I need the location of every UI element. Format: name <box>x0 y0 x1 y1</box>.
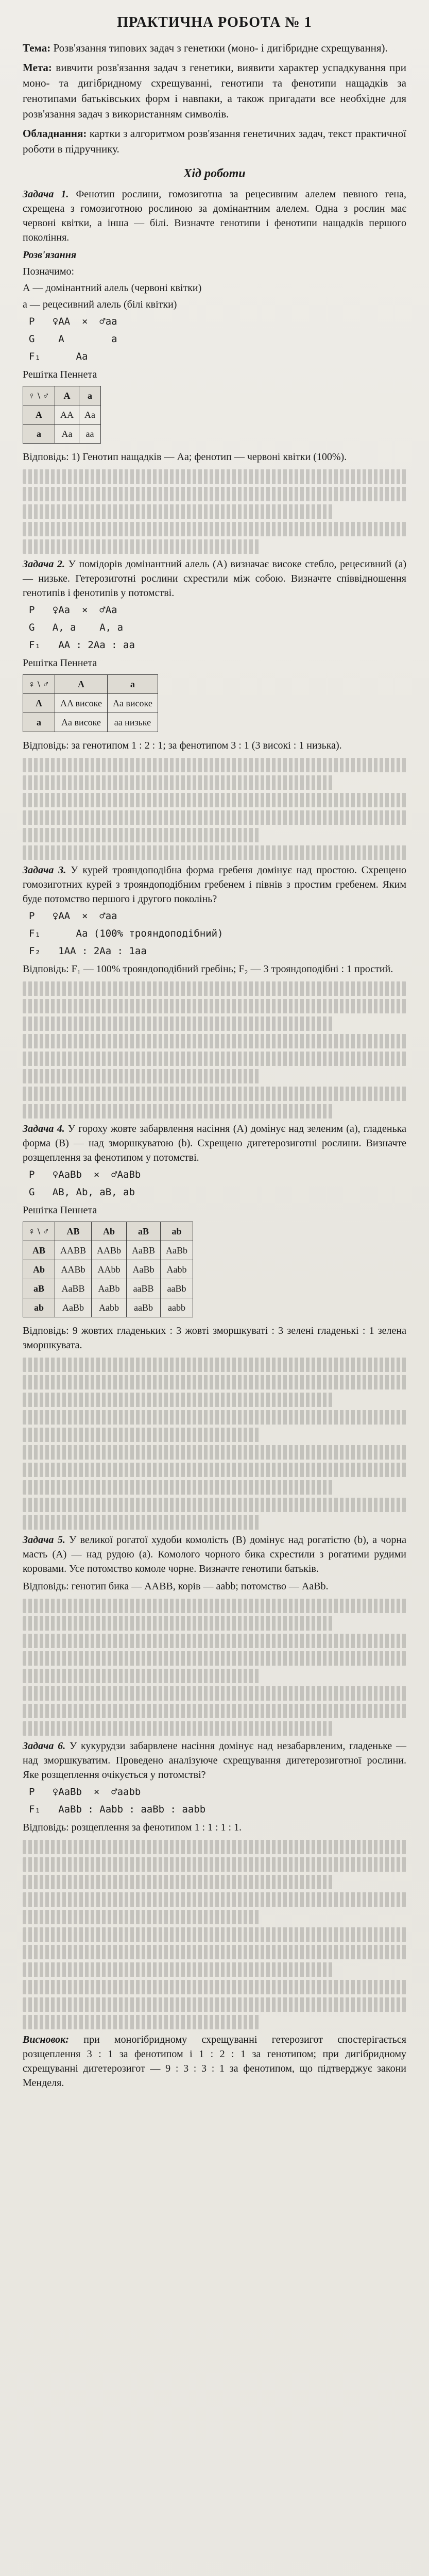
punnett-1-cell: aa <box>79 425 101 444</box>
punnett-1-col-a-recessive: a <box>79 386 101 405</box>
table-row <box>23 405 101 425</box>
text-line <box>23 810 406 825</box>
task-3-f1: F₁ Aa (100% трояндоподібний) <box>29 928 224 939</box>
punnett-3-row-head: Ab <box>23 1260 55 1279</box>
text-block-placeholder <box>23 469 406 554</box>
task-1-head: Задача 1. <box>23 189 69 200</box>
text-line <box>23 1445 406 1460</box>
task-6-text: У кукурудзи забарвлене насіння домінує над незабарвленим, гладеньке — над зморшкуватим. Проведено аналізуюче схрещування дигетерозиготної рослини. Яке розщеплення очікується у потомстві? <box>23 1740 406 1781</box>
punnett-3-cell: aaBB <box>127 1279 161 1298</box>
punnett-2-cell: aa низьке <box>107 713 158 732</box>
topic-label: Тема: <box>23 42 51 54</box>
task-2-answer: Відповідь: за генотипом 1 : 2 : 1; за фенотипом 3 : 1 (3 високі : 1 низька). <box>23 740 342 751</box>
text-line <box>23 775 333 790</box>
task-4-head: Задача 4. <box>23 1123 65 1134</box>
task-5-head: Задача 5. <box>23 1534 65 1546</box>
text-line <box>23 1669 261 1683</box>
punnett-3-cell: aaBb <box>161 1279 193 1298</box>
conclusion-text: при моногібридному схрещуванні гетерозигот спостерігається розщеплення 3 : 1 за фенотипом і 1 : 2 : 1 за генотипом; при дигібридному схрещуванні дигетерозигот — 9 : 3 : 3 : 1 за фенотипом, що підтверджує закони Менделя. <box>23 2034 407 2089</box>
goal-text: вивчити розв'язання задач з генетики, виявити характер успадкування при моно- та дигібридному схрещуванні, генотипи та фенотипи нащадків за генотипами батьківських форм і навпаки, а також пригадати все необхідне для розв'язання задач з використанням символів. <box>23 61 406 120</box>
task-2-gametes: G A, a A, a <box>29 622 124 633</box>
task-3-f2: F₂ 1AA : 2Aa : 1aa <box>29 945 147 957</box>
task-1-cross: P ♀AA × ♂aa <box>29 316 117 327</box>
task-4-gametes: G AB, Ab, aB, ab <box>29 1187 135 1198</box>
text-line <box>23 1616 333 1631</box>
task-5-answer: Відповідь: генотип бика — AABB, корів — aabb; потомство — AaBb. <box>23 1581 329 1592</box>
task-1-text: Фенотип рослини, гомозиготна за рецесивним алелем певного гена, схрещена з гомозиготною рослиною за домінантним алелем. Одна з рослин має червоні квітки, а інша — білі. Визначте генотипи і фенотипи нащадків першого покоління. <box>23 189 406 243</box>
table-row <box>23 1241 193 1260</box>
text-line <box>23 1104 333 1118</box>
punnett-3-table <box>23 1222 193 1317</box>
text-line <box>23 1651 406 1666</box>
task-1-gametes: G A a <box>29 333 117 345</box>
text-line <box>23 1927 406 1942</box>
text-line <box>23 1721 333 1736</box>
text-line <box>23 1857 406 1872</box>
punnett-1-cell: Aa <box>79 405 101 425</box>
task-1-answer: Відповідь: 1) Генотип нащадків — Aa; фенотип — червоні квітки (100%). <box>23 451 347 463</box>
punnett-2-corner: ♀ \ ♂ <box>23 675 55 694</box>
task-3-answer: Відповідь: F₁ — 100% трояндоподібний гребінь; F₂ — 3 трояндоподібні : 1 простий. <box>23 963 393 975</box>
punnett-1-header-row <box>23 386 101 405</box>
punnett-1-caption: Решітка Пеннета <box>23 369 97 380</box>
topic-text: Розв'язання типових задач з генетики (моно- і дигібридне схрещування). <box>53 42 388 54</box>
text-block-placeholder <box>23 1599 406 1736</box>
punnett-1-row-head: a <box>23 425 55 444</box>
text-line <box>23 1892 406 1907</box>
conclusion-paragraph <box>23 2032 406 2090</box>
task-4-statement <box>23 1122 406 1165</box>
task-5-text: У великої рогатої худоби комолість (В) домінує над рогатістю (b), а чорна масть (А) — над рудою (а). Комолого чорного бика схрестили з рогатими рудими коровами. Усе потомство комоле чорне. Визначте генотипи батьків. <box>23 1534 406 1574</box>
conclusion-label: Висновок: <box>23 2034 69 2045</box>
task-4-cross: P ♀AaBb × ♂AaBb <box>29 1169 141 1180</box>
task-3-statement <box>23 863 406 906</box>
punnett-3-row-head: ab <box>23 1298 55 1317</box>
punnett-2-table <box>23 674 158 732</box>
task-2-f1: F₁ AA : 2Aa : aa <box>29 639 135 651</box>
text-line <box>23 504 333 519</box>
text-line <box>23 539 261 554</box>
punnett-3-cell: AaBb <box>161 1241 193 1260</box>
punnett-3-col: Ab <box>92 1222 127 1241</box>
text-block-placeholder <box>23 758 406 860</box>
goal-label: Мета: <box>23 61 52 74</box>
text-line <box>23 1945 406 1959</box>
text-line <box>23 1480 333 1495</box>
table-row <box>23 713 158 732</box>
task-3-text: У курей трояндоподібна форма гребеня домінує над простою. Схрещено гомозиготних курей з трояндоподібним гребенем і півнів з простим гребенем. Яким буде потомство першого і другого поколінь? <box>23 865 406 905</box>
punnett-2-cell: AA високе <box>55 694 108 713</box>
punnett-3-cell: AaBb <box>127 1260 161 1279</box>
punnett-2-row-head: a <box>23 713 55 732</box>
text-line <box>23 1069 261 1083</box>
text-line <box>23 469 406 484</box>
work-heading: Хід роботи <box>183 167 246 180</box>
text-line <box>23 1875 333 1889</box>
text-line <box>23 1910 261 1924</box>
task-5 <box>23 1533 406 1594</box>
task-6-statement <box>23 1739 406 1782</box>
task-4-answer: Відповідь: 9 жовтих гладеньких : 3 жовті зморшкуваті : 3 зелені гладенькі : 1 зелена зморшкувата. <box>23 1325 406 1351</box>
task-2-head: Задача 2. <box>23 558 65 570</box>
punnett-2-caption: Решітка Пеннета <box>23 657 97 669</box>
punnett-2-cell: Aa високе <box>107 694 158 713</box>
punnett-3-cell: Aabb <box>161 1260 193 1279</box>
text-line <box>23 1686 406 1701</box>
punnett-3-cell: AABB <box>55 1241 92 1260</box>
page-title: ПРАКТИЧНА РОБОТА № 1 <box>117 14 312 30</box>
table-row <box>23 1279 193 1298</box>
punnett-1-cell: AA <box>55 405 79 425</box>
text-line <box>23 999 406 1013</box>
punnett-1-table <box>23 386 101 444</box>
task-3-cross: P ♀AA × ♂aa <box>29 910 117 922</box>
punnett-3-cell: AaBb <box>92 1279 127 1298</box>
equipment-label: Обладнання: <box>23 127 87 140</box>
task-6-cross: P ♀AaBb × ♂aabb <box>29 1786 141 1798</box>
text-line <box>23 1980 406 1994</box>
text-line <box>23 1375 406 1389</box>
text-block-placeholder <box>23 1840 406 2029</box>
punnett-2-cell: Aa високе <box>55 713 108 732</box>
text-line <box>23 1087 406 1101</box>
text-block-placeholder <box>23 981 406 1118</box>
punnett-1-col-a-dominant: A <box>55 386 79 405</box>
text-line <box>23 1599 406 1613</box>
punnett-3-cell: AAbb <box>92 1260 127 1279</box>
text-line <box>23 981 406 996</box>
task-2-statement <box>23 557 406 600</box>
text-line <box>23 1704 406 1718</box>
text-block-placeholder <box>23 1358 406 1530</box>
text-line <box>23 1840 406 1854</box>
task-3-head: Задача 3. <box>23 865 66 876</box>
text-line <box>23 522 406 536</box>
text-line <box>23 758 406 772</box>
text-line <box>23 1393 333 1407</box>
punnett-3-col: AB <box>55 1222 92 1241</box>
task-6-f1: F₁ AaBb : Aabb : aaBb : aabb <box>29 1804 206 1815</box>
conclusion <box>23 2032 406 2090</box>
text-line <box>23 845 406 860</box>
text-line <box>23 1515 261 1530</box>
task-2-text: У помідорів домінантний алель (А) визначає високе стебло, рецесивний (а) — низьке. Гетерозиготні рослини схрестили між собою. Визначте співвідношення генотипів і фенотипів у потомстві. <box>23 558 406 599</box>
punnett-3-col: ab <box>161 1222 193 1241</box>
punnett-3-cell: AaBB <box>55 1279 92 1298</box>
task-4-text: У гороху жовте забарвлення насіння (А) домінує над зеленим (а), гладенька форма (В) — над зморшкуватою (b). Схрещено дигетерозиготні рослини. Визначте розщеплення за фенотипом у потомстві. <box>23 1123 406 1163</box>
punnett-1-cell: Aa <box>55 425 79 444</box>
task-1-solution-label: Розв'язання <box>23 249 77 261</box>
table-row <box>23 694 158 713</box>
punnett-2-col: a <box>107 675 158 694</box>
equipment-paragraph <box>23 126 406 157</box>
text-line <box>23 1634 406 1648</box>
punnett-3-cell: AaBB <box>127 1241 161 1260</box>
punnett-2-row-head: A <box>23 694 55 713</box>
equipment-text: картки з алгоритмом розв'язання генетичних задач, текст практичної роботи в підручнику. <box>23 127 407 155</box>
task-1-statement <box>23 187 406 245</box>
punnett-3-caption: Решітка Пеннета <box>23 1205 97 1216</box>
task-4 <box>23 1122 406 1352</box>
punnett-2-header-row <box>23 675 158 694</box>
text-line <box>23 1997 406 2012</box>
goal-paragraph <box>23 60 406 122</box>
text-line <box>23 1034 406 1048</box>
topic-paragraph <box>23 40 406 56</box>
text-line <box>23 793 406 807</box>
punnett-2-col: A <box>55 675 108 694</box>
table-row <box>23 1260 193 1279</box>
text-line <box>23 2015 261 2029</box>
intro-block <box>23 40 406 157</box>
task-6-head: Задача 6. <box>23 1740 66 1752</box>
text-line <box>23 1428 261 1442</box>
text-line <box>23 1052 406 1066</box>
text-line <box>23 1498 406 1512</box>
text-line <box>23 1463 406 1477</box>
text-line <box>23 1358 406 1372</box>
punnett-3-cell: aaBb <box>127 1298 161 1317</box>
punnett-3-cell: Aabb <box>92 1298 127 1317</box>
text-line <box>23 1962 333 1977</box>
punnett-3-header-row <box>23 1222 193 1241</box>
punnett-3-cell: AABb <box>55 1260 92 1279</box>
task-6-answer: Відповідь: розщеплення за фенотипом 1 : 1 : 1 : 1. <box>23 1822 242 1833</box>
task-2-cross: P ♀Aa × ♂Aa <box>29 604 117 616</box>
text-line <box>23 1016 333 1031</box>
text-line <box>23 1410 406 1425</box>
punnett-1-row-head: A <box>23 405 55 425</box>
task-1 <box>23 187 406 464</box>
task-2 <box>23 557 406 753</box>
task-3 <box>23 863 406 976</box>
punnett-3-col: aB <box>127 1222 161 1241</box>
task-1-given-label: Позначимо: <box>23 266 75 277</box>
text-line <box>23 487 406 501</box>
table-row <box>23 1298 193 1317</box>
punnett-3-corner: ♀ \ ♂ <box>23 1222 55 1241</box>
punnett-1-corner: ♀ \ ♂ <box>23 386 55 405</box>
punnett-3-row-head: AB <box>23 1241 55 1260</box>
table-row <box>23 425 101 444</box>
task-1-given-recessive: а — рецесивний алель (білі квітки) <box>23 299 177 310</box>
text-line <box>23 828 261 842</box>
punnett-3-cell: aabb <box>161 1298 193 1317</box>
task-1-f1: F₁ Aa <box>29 351 88 362</box>
punnett-3-row-head: aB <box>23 1279 55 1298</box>
punnett-3-cell: AABb <box>92 1241 127 1260</box>
task-1-given-dominant: А — домінантний алель (червоні квітки) <box>23 282 202 294</box>
task-6 <box>23 1739 406 1835</box>
punnett-3-cell: AaBb <box>55 1298 92 1317</box>
task-5-statement <box>23 1533 406 1576</box>
